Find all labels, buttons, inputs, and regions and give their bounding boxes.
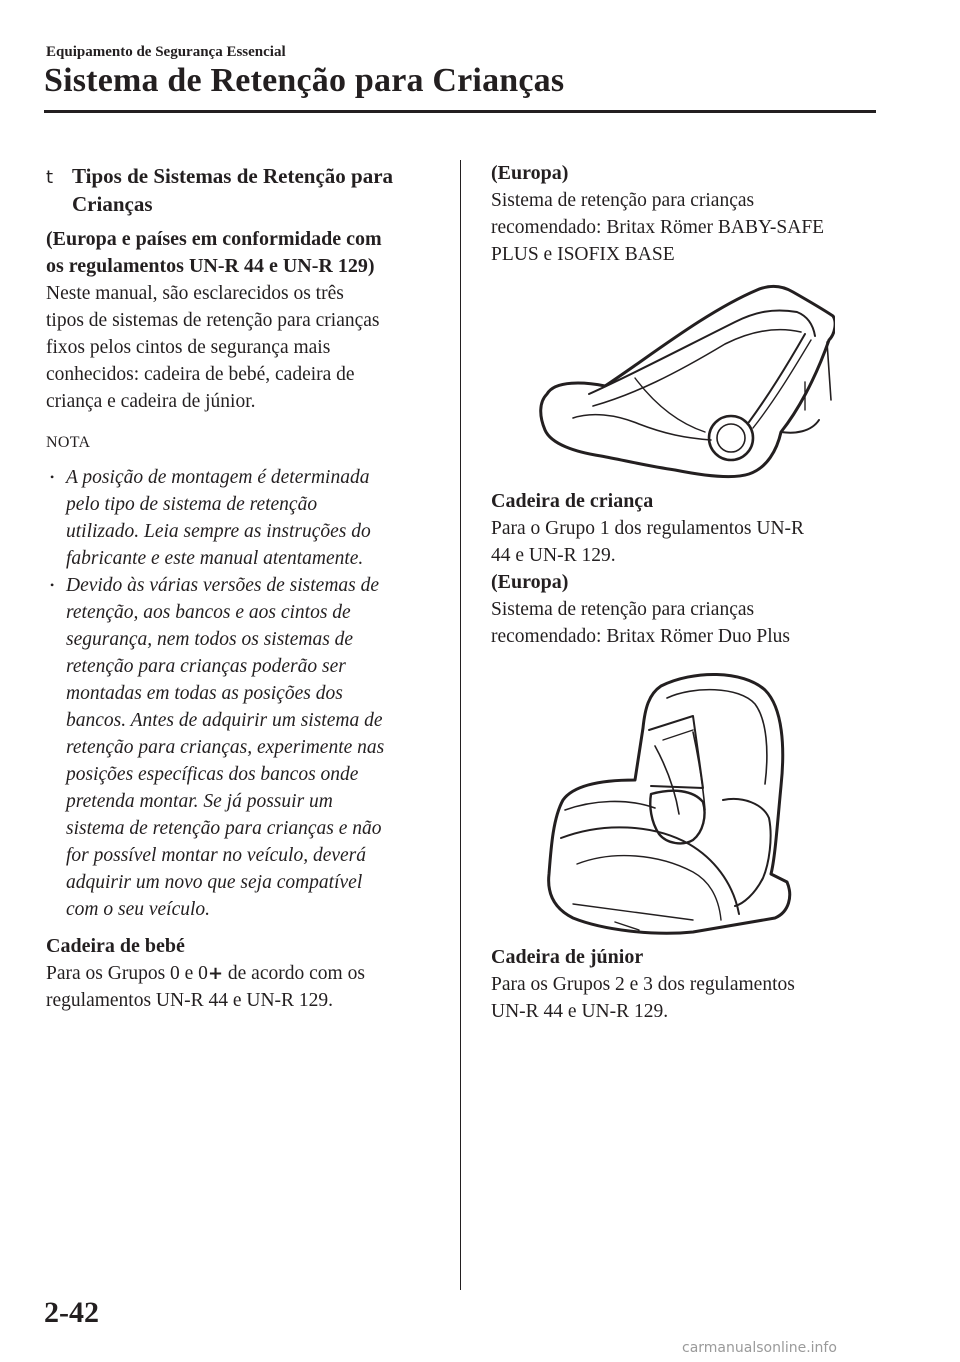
baby-seat-text: Para os Grupos 0 e 0+ de acordo com os regulamentos UN-R 44 e UN-R 129.: [46, 963, 365, 1011]
region-subheading: (Europa e países em conformidade com os regulamentos UN-R 44 e UN-R 129): [46, 228, 382, 277]
junior-seat-heading: Cadeira de júnior: [491, 946, 644, 968]
recommended-baby-seat: Sistema de retenção para crianças recomendado: Britax Römer BABY-SAFE PLUS e ISOFIX BASE: [491, 190, 825, 265]
child-seat-illustration: [543, 668, 803, 938]
section-bullet-icon: t: [46, 167, 54, 188]
section-heading-text: Tipos de Sistemas de Retenção para Crianças: [72, 164, 394, 216]
note-text: A posição de montagem é determinada pelo tipo de sistema de retenção utilizado. Leia sempre as instruções do fabricante e este manual atentamente.: [66, 467, 371, 569]
page-number: 2-42: [44, 1296, 99, 1329]
note-label: NOTA: [46, 434, 91, 451]
plus-icon: +: [207, 963, 224, 984]
column-divider: [460, 160, 461, 1290]
bullet-dot-icon: •: [50, 470, 55, 484]
header-divider: [44, 110, 876, 113]
baby-seat-heading: Cadeira de bebé: [46, 935, 185, 957]
bullet-dot-icon: •: [50, 578, 55, 592]
right-column: [491, 160, 891, 1025]
watermark: carmanualsonline.info: [682, 1340, 837, 1356]
baby-seat-illustration: [535, 282, 835, 482]
child-seat-text: Para o Grupo 1 dos regulamentos UN-R 44 e UN-R 129.: [491, 518, 805, 566]
left-column: [46, 160, 442, 1014]
europa-label: (Europa): [491, 571, 569, 593]
europa-label: (Europa): [491, 162, 569, 184]
note-text: Devido às várias versões de sistemas de retenção, aos bancos e aos cintos de segurança, nem todos os sistemas de retenção para crianças poderão ser montadas em todas as posições dos bancos. Antes de adquirir um sistema de retenção para crianças, experimente nas posições específicas dos bancos onde pretenda montar. Se já possuir um sistema de retenção para crianças e não for possível montar no veículo, deverá adquirir um novo que seja compatível com o seu veículo.: [66, 575, 385, 920]
page-title: Sistema de Retenção para Crianças: [44, 62, 565, 99]
child-seat-heading: Cadeira de criança: [491, 490, 654, 512]
section-label: Equipamento de Segurança Essencial: [46, 44, 286, 60]
junior-seat-text: Para os Grupos 2 e 3 dos regulamentos UN-R 44 e UN-R 129.: [491, 974, 795, 1022]
note-item: [46, 572, 442, 923]
section-heading: [46, 162, 442, 218]
note-item: [46, 464, 442, 572]
recommended-child-seat: Sistema de retenção para crianças recomendado: Britax Römer Duo Plus: [491, 599, 790, 647]
intro-paragraph: Neste manual, são esclarecidos os três tipos de sistemas de retenção para crianças fixos pelos cintos de segurança mais conhecidos: cadeira de bebé, cadeira de criança e cadeira de júnior.: [46, 283, 380, 412]
